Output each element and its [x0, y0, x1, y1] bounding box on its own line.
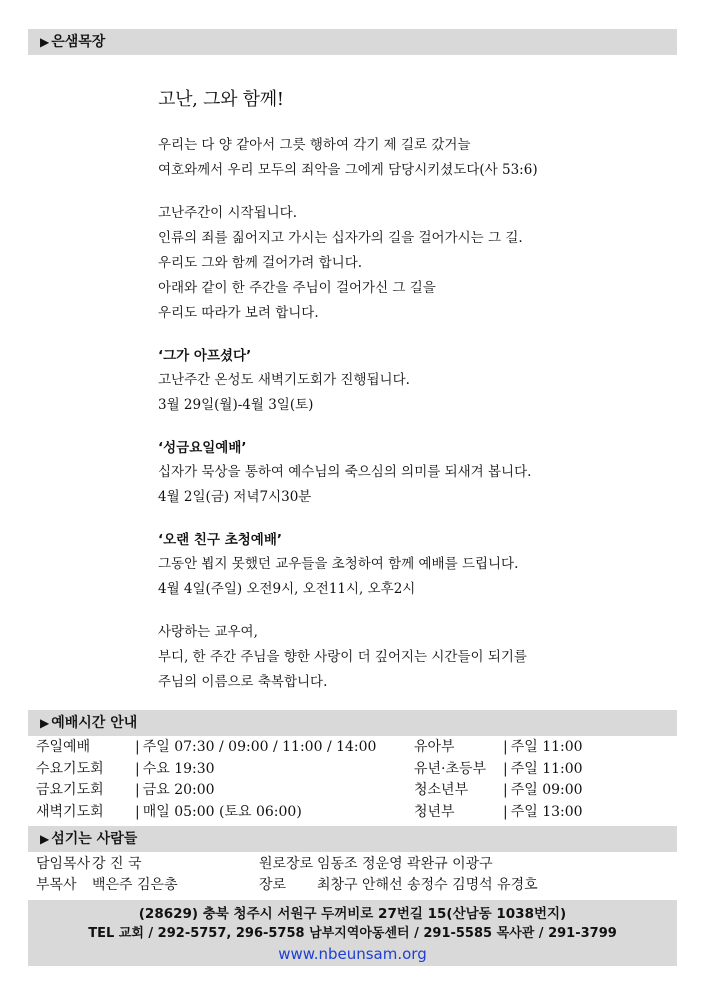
triangle-right-icon: ▶: [40, 716, 50, 730]
footer: [28, 900, 677, 966]
closing: 사랑하는 교우여, 부디, 한 주간 주님을 향한 사랑이 더 깊어지는 시간들이 되기를 주님의 이름으로 축복합니다.: [158, 624, 527, 690]
table-row: 금요기도회 | 금요 20:00 청소년부 | 주일 09:00: [36, 782, 583, 798]
intro: 고난주간이 시작됩니다. 인류의 죄를 짊어지고 가시는 십자가의 길을 걸어가시는 그 길. 우리도 그와 함께 걸어가려 합니다. 아래와 같이 한 주간을 주님이 걸어가신 그 길을 우리도 따라가 보려 합니다.: [158, 205, 523, 321]
section-header-eunsam: ▶ 은샘목장: [28, 29, 677, 55]
list-item: 부목사 백은주 김은총 장로 최창구 안해선 송정수 김명석 유경호: [36, 877, 538, 893]
list-item: 담임목사 강 진 국 원로장로 임동조 정운영 곽완규 이광구: [36, 856, 493, 872]
section-header-worship: ▶ 예배시간 안내: [28, 710, 677, 736]
article-title: 고난, 그와 함께!: [158, 89, 284, 110]
event-title: ‘오랜 친구 초청예배’: [158, 532, 282, 548]
website-link[interactable]: www.nbeunsam.org: [278, 945, 427, 963]
article: [158, 85, 658, 713]
verse: 우리는 다 양 같아서 그릇 행하여 각기 제 길로 갔거늘 여호와께서 우리 모두의 죄악을 그에게 담당시키셨도다(사 53:6): [158, 137, 538, 178]
event-title: ‘성금요일예배’: [158, 440, 247, 456]
event-item: ‘성금요일예배’ 십자가 묵상을 통하여 예수님의 죽으심의 의미를 되새겨 봅니다. 4월 2일(금) 저녁7시30분: [158, 436, 658, 510]
triangle-right-icon: ▶: [40, 35, 50, 49]
table-row: 주일예배 | 주일 07:30 / 09:00 / 11:00 / 14:00 유아부 | 주일 11:00: [36, 739, 583, 755]
table-row: 수요기도회 | 수요 19:30 유년·초등부 | 주일 11:00: [36, 760, 583, 777]
servants-list: [36, 854, 676, 896]
event-title: ‘그가 아프셨다’: [158, 348, 252, 364]
section-header-servants: ▶ 섬기는 사람들: [28, 826, 677, 852]
table-row: 새벽기도회 | 매일 05:00 (토요 06:00) 청년부 | 주일 13:00: [36, 803, 583, 820]
church-phone: TEL 교회 / 292-5757, 296-5758 남부지역아동센터 / 291-5585 목사관 / 291-3799: [88, 926, 617, 941]
event-item: ‘그가 아프셨다’ 고난주간 온성도 새벽기도회가 진행됩니다. 3월 29일(월)-4월 3일(토): [158, 344, 658, 418]
triangle-right-icon: ▶: [40, 832, 50, 846]
worship-times-table: [36, 737, 676, 823]
church-address: (28629) 충북 청주시 서원구 두꺼비로 27번길 15(산남동 1038번지): [138, 906, 567, 922]
event-item: ‘오랜 친구 초청예배’ 그동안 뵙지 못했던 교우들을 초청하여 함께 예배를 드립니다. 4월 4일(주일) 오전9시, 오전11시, 오후2시: [158, 528, 658, 602]
